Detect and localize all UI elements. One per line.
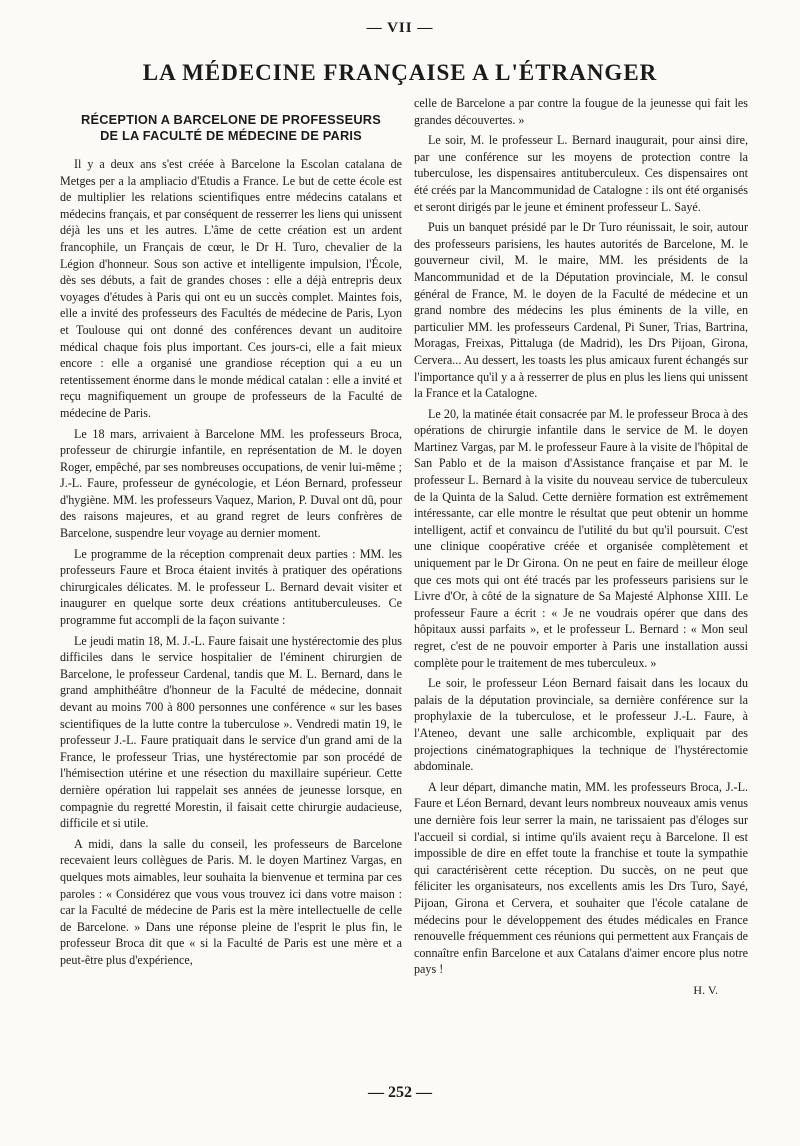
- paragraph: Il y a deux ans s'est créée à Barcelone la Escolan catalana de Metges per a la ampliacio d'Etudis a France. Le but de cette école est de multiplier les relations scientifiques entre médecins catalans et médecins français, et par conséquent de resserrer les liens qui unissent déjà les uns et les autres. L'âme de cette création est un ardent francophile, un Français de cœur, le Dr H. Turo, chevalier de la Légion d'honneur. Sous son active et intelligente impulsion, l'École, dès ses débuts, a fait de grandes choses : elle a déjà entrepris deux voyages d'études à Paris qui ont eu un succès complet. Maintes fois, elle a invité des professeurs des Facultés de médecine de Paris, Lyon et Toulouse qui ont donné des conférences devant un auditoire médical chaque fois plus important. Ces jours-ci, elle a fait mieux encore : elle a organisé une grandiose réception qui a eu un retentissement énorme dans le monde médical catalan : elle a invité et reçu magnifiquement un groupe de professeurs de la Faculté de médecine de Paris.: [60, 157, 402, 420]
- paragraph: Le jeudi matin 18, M. J.-L. Faure faisait une hystérectomie des plus difficiles dans le service hospitalier de l'éminent chirurgien de Barcelone, le professeur Cardenal, tandis que M. L. Bernard, dans le grand amphithéâtre d'honneur de la Faculté de médecine, donnait devant au moins 700 à 800 personnes une conférence « sur les bases scientifiques de la lutte contre la tuberculose ». Vendredi matin 19, le professeur J.-L. Faure pratiquait dans le service d'un grand ami de la France, le professeur Trias, une hystérectomie par son procédé de l'hémisection utérine et une résection du maxillaire supérieur. Cette dernière opération lui rappelait ses années de jeunesse lorsque, en compagnie du regretté Morestin, il faisait cette chirurgie audacieuse, difficile et si utile.: [60, 633, 402, 831]
- author-signature: H. V.: [693, 982, 718, 997]
- left-column: [60, 112, 402, 973]
- roman-page-number: — VII —: [366, 20, 434, 36]
- paragraph: Puis un banquet présidé par le Dr Turo réunissait, le soir, autour des professeurs parisiens, les hautes autorités de Barcelone, M. le gouverneur civil, M. le maire, MM. les présidents de la Mancommunidad et de la Députation provinciale, M. le consul général de France, M. le doyen de la Faculté de médecine et un grand nombre des médecins les plus éminents de la ville, en particulier MM. les professeurs Cardenal, Pi Suner, Trias, Bartrina, Moragas, Freixas, Pittaluga (de Madrid), les Drs Pijoan, Girona, Cervera... Au dessert, les toasts les plus amicaux furent échangés sur l'importance qu'il y a à resserrer de plus en plus les liens qui unissent la France et la Catalogne.: [414, 220, 748, 401]
- page-title: LA MÉDECINE FRANÇAISE A L'ÉTRANGER: [142, 60, 658, 85]
- paragraph-continued: celle de Barcelone a par contre la fougue de la jeunesse qui fait les grandes découvertes. »: [414, 96, 748, 127]
- paragraph: Le soir, M. le professeur L. Bernard inaugurait, pour ainsi dire, par une conférence sur les moyens de protection contre la tuberculose, les dispensaires antituberculeux. Ces dispensaires ont été créés par la Mancommunidad de Catalogne : ils ont été organisés et seront dirigés par le jeune et éminent professeur L. Sayé.: [414, 133, 748, 214]
- paragraph: Le 20, la matinée était consacrée par M. le professeur Broca à des opérations de chirurgie infantile dans le service de M. le doyen Martinez Vargas, par M. le professeur Faure à la visite de l'hôpital de San Pablo et de la maison d'Assistance française et par M. le professeur L. Bernard à la visite du nouveau service de tuberculeux de la Quinta de la Salud. Cette dernière formation est extrêmement intéressante, car elle montre le résultat que peut obtenir un homme intelligent, actif et convaincu de l'utilité du but qu'il poursuit. C'est une clinique coopérative créée et organisée complètement et uniquement par le Dr Girona. On ne peut en faire de meilleur éloge que ces mots qui ont été tracés par les professeurs parisiens sur le Livre d'Or, à côté de la signature de Sa Majesté Alphonse XIII. Le professeur Faure a écrit : « Je ne voudrais opérer que dans des hôpitaux aussi parfaits », et le professeur L. Bernard : « Mon seul regret, c'est de ne pouvoir emporter à Paris une installation aussi complète pour le traitement de mes tuberculeux. »: [414, 406, 748, 670]
- paragraph: A leur départ, dimanche matin, MM. les professeurs Broca, J.-L. Faure et Léon Bernard, devant leurs nombreux nouveaux amis venus une dernière fois leur serrer la main, ne tarissaient pas d'éloges sur l'accueil si cordial, si intime qu'ils avaient reçu à Barcelone. Il est impossible de dire en effet toute la franchise et toute la sympathie qui caractérisèrent cette réception. Du succès, on ne peut que féliciter les organisateurs, nos excellents amis les Drs Turo, Sayé, Pijoan, Girona et Cervera, et souhaiter que l'école catalane de médecins pour le développement des études médicales en France renouvelle fréquemment ces réunions qui permettent aux Français de connaître enfin Barcelone et aux Catalans d'aimer encore plus notre pays !: [414, 779, 748, 977]
- paragraph: Le programme de la réception comprenait deux parties : MM. les professeurs Faure et Broca étaient invités à pratiquer des opérations chirurgicales délicates. M. le professeur L. Bernard devait visiter et inaugurer en quelque sorte deux créations antituberculeuses. Ce programme fut accompli de la façon suivante :: [60, 546, 402, 628]
- section-heading: [60, 112, 402, 144]
- paragraph: A midi, dans la salle du conseil, les professeurs de Barcelone recevaient leurs collègues de Paris. M. le doyen Martinez Vargas, en quelques mots aimables, leur souhaita la bienvenue et termina par ces paroles : « Considérez que vous vous trouvez ici dans votre maison : car la Faculté de médecine de Paris est la mère intellectuelle de celle de Barcelone. » Dans une réponse pleine de l'esprit le plus fin, le professeur Broca dit que « si la Faculté de Paris est une mère et a peut-être plus d'expérience,: [60, 836, 402, 967]
- right-column: [414, 95, 748, 998]
- section-heading-line-1: RÉCEPTION A BARCELONE DE PROFESSEURS: [81, 112, 381, 127]
- paragraph: Le 18 mars, arrivaient à Barcelone MM. les professeurs Broca, professeur de chirurgie infantile, en représentation de M. le doyen Roger, empêché, par ses nombreuses occupations, de venir lui-même ; J.-L. Faure, professeur de gynécologie, et Léon Bernard, professeur d'hygiène. MM. les professeurs Vaquez, Marion, P. Duval ont dû, pour des raisons majeures, et au grand regret de leurs confrères de Barcelone, suspendre leur voyage au dernier moment.: [60, 426, 402, 541]
- section-heading-line-2: DE LA FACULTÉ DE MÉDECINE DE PARIS: [100, 128, 362, 143]
- page-number: — 252 —: [368, 1084, 432, 1101]
- paragraph: Le soir, le professeur Léon Bernard faisait dans les locaux du palais de la députation provinciale, sa dernière conférence sur la prophylaxie de la tuberculose, et le professeur J.-L. Faure, à l'Ateneo, devant une salle archicomble, expliquait par des projections cinématographiques la technique de l'hystérectomie abdominale.: [414, 676, 748, 774]
